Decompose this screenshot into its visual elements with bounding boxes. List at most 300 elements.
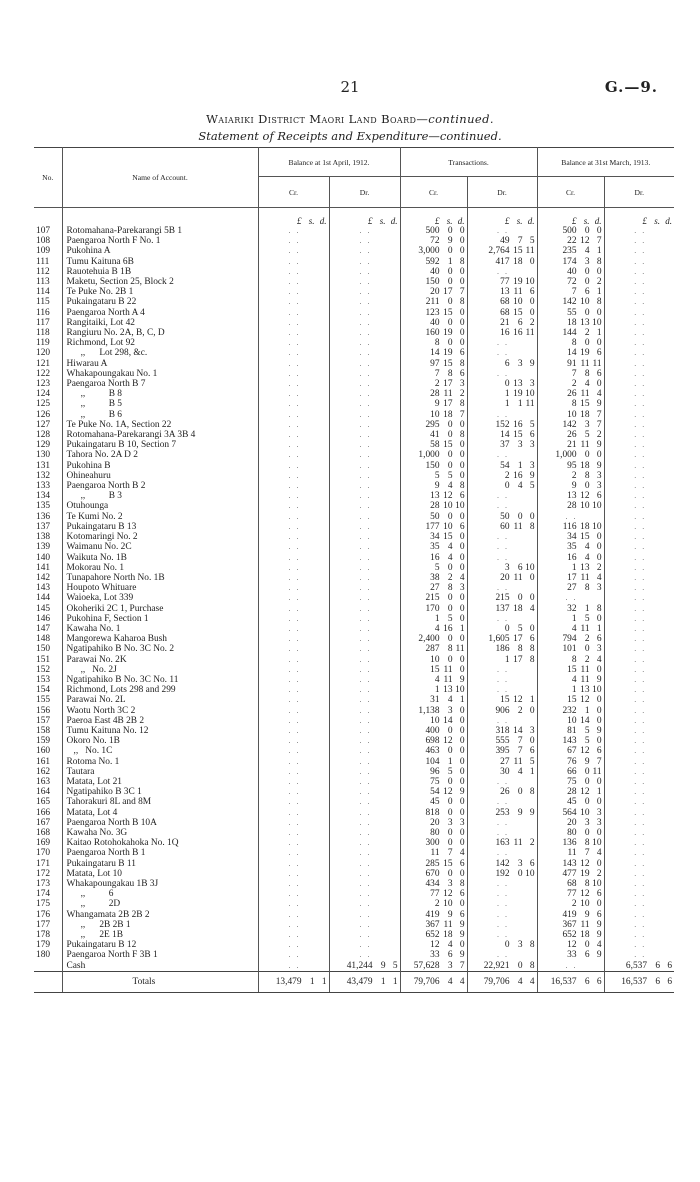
balance-end-cr-pence: 0 <box>596 552 602 563</box>
transactions-dr-pence: 0 <box>529 572 535 583</box>
balance-end-cr <box>537 757 604 767</box>
transactions-cr-shillings: 0 <box>447 593 453 604</box>
transactions-cr-pence: 9 <box>459 930 465 941</box>
balance-end-cr <box>537 359 604 369</box>
balance-end-cr-pounds: 8 <box>571 399 577 410</box>
account-number: 111 <box>36 256 50 267</box>
transactions-dr-shillings: 11 <box>513 287 523 298</box>
account-number: 172 <box>36 868 51 879</box>
balance-end-cr <box>537 899 604 909</box>
transactions-cr-pounds: 8 <box>434 338 440 349</box>
balance-start-cr-empty: . . <box>288 521 301 531</box>
account-number: 161 <box>36 756 51 767</box>
document-ref: G.—9. <box>604 78 658 96</box>
transactions-cr <box>400 767 467 777</box>
transactions-cr <box>400 389 467 399</box>
balance-start-cr-empty: . . <box>288 246 301 256</box>
bal-start-cr-header: Cr. <box>258 177 329 208</box>
balance-start-cr <box>258 665 329 675</box>
balance-start-cr-empty: . . <box>288 695 301 705</box>
transactions-cr-pence: 6 <box>459 889 465 900</box>
balance-end-dr <box>604 920 674 930</box>
transactions-cr-shillings: 15 <box>443 858 453 869</box>
balance-start-dr <box>329 675 400 685</box>
transactions-cr-shillings: 6 <box>447 950 453 961</box>
balance-end-dr-empty: . . <box>634 287 647 297</box>
balance-end-dr <box>604 961 674 972</box>
balance-end-dr <box>604 501 674 511</box>
balance-end-cr-pence: 0 <box>596 827 602 838</box>
table-row <box>34 665 674 675</box>
transactions-cr-pence: 0 <box>459 593 465 604</box>
transactions-dr-pounds: 555 <box>495 736 510 747</box>
table-row <box>34 471 674 481</box>
balance-end-cr <box>537 532 604 542</box>
transactions-cr-shillings: 0 <box>447 838 453 849</box>
balance-end-cr-shillings: 3 <box>584 419 590 430</box>
balance-end-cr-pounds: 8 <box>571 654 577 665</box>
balance-end-cr-pence: 10 <box>592 838 602 849</box>
balance-start-dr-empty: . . <box>359 246 372 256</box>
balance-end-dr <box>604 369 674 379</box>
transactions-cr-pence: 6 <box>459 858 465 869</box>
balance-end-cr-shillings: 3 <box>584 817 590 828</box>
balance-end-dr-empty: . . <box>634 562 647 572</box>
transactions-dr-pence: 10 <box>525 562 535 573</box>
account-name: ,, 2D <box>62 899 258 909</box>
account-name: Paengaroa North B 7 <box>62 379 258 389</box>
account-number: 112 <box>36 266 50 277</box>
balance-start-cr <box>258 318 329 328</box>
balance-end-cr-pence: 6 <box>596 889 602 900</box>
transactions-cr <box>400 450 467 460</box>
balance-start-dr-empty: . . <box>359 389 372 399</box>
table-row <box>34 450 674 460</box>
balance-end-dr-empty: . . <box>634 613 647 623</box>
transactions-dr-pounds: 0 <box>504 379 510 390</box>
account-name: Ngatipahiko B No. 3C No. 2 <box>62 644 258 654</box>
balance-start-cr-empty: . . <box>288 919 301 929</box>
transactions-cr <box>400 746 467 756</box>
transactions-cr-pence: 0 <box>459 562 465 573</box>
balance-start-dr <box>329 716 400 726</box>
balance-end-dr <box>604 593 674 603</box>
balance-end-dr <box>604 532 674 542</box>
balance-start-dr <box>329 491 400 501</box>
account-name: Richmond, Lot 92 <box>62 338 258 348</box>
transactions-cr <box>400 706 467 716</box>
balance-end-dr-empty: . . <box>634 940 647 950</box>
balance-start-cr <box>258 675 329 685</box>
transactions-dr <box>467 644 537 654</box>
transactions-cr-pounds: 170 <box>425 603 440 614</box>
balance-end-cr-pence: 0 <box>596 338 602 349</box>
account-name: Pukohina B <box>62 461 258 471</box>
balance-start-dr-empty: . . <box>359 572 372 582</box>
transactions-cr-shillings: 1 <box>447 256 453 267</box>
transactions-dr-pence: 5 <box>529 236 535 247</box>
totals-balance-end-dr <box>604 971 674 992</box>
table-row <box>34 257 674 267</box>
balance-end-dr-empty: . . <box>634 868 647 878</box>
transactions-dr-pounds: 318 <box>495 725 510 736</box>
account-name: Ngatipahiko B No. 3C No. 11 <box>62 675 258 685</box>
transactions-cr-pence: 3 <box>459 379 465 390</box>
account-name: Pukaingataru B 11 <box>62 859 258 869</box>
transactions-dr <box>467 440 537 450</box>
transactions-cr <box>400 716 467 726</box>
balance-end-dr <box>604 236 674 246</box>
balance-start-cr <box>258 461 329 471</box>
balance-start-dr <box>329 828 400 838</box>
balance-end-dr <box>604 899 674 909</box>
transactions-cr-shillings: 0 <box>447 266 453 277</box>
balance-start-cr-empty: . . <box>288 736 301 746</box>
transactions-dr <box>467 308 537 318</box>
balance-start-dr-empty: . . <box>359 705 372 715</box>
transactions-dr <box>467 665 537 675</box>
balance-end-dr-empty: . . <box>634 277 647 287</box>
balance-start-dr <box>329 328 400 338</box>
balance-end-cr-shillings: 12 <box>580 746 590 757</box>
table-row <box>34 359 674 369</box>
balance-end-cr-pence: 0 <box>596 379 602 390</box>
table-row <box>34 501 674 511</box>
transactions-cr-pounds: 215 <box>425 593 440 604</box>
transactions-dr-pounds: 27 <box>500 756 510 767</box>
balance-end-dr-empty: . . <box>634 695 647 705</box>
balance-start-cr-empty: . . <box>288 705 301 715</box>
account-name: Maketu, Section 25, Block 2 <box>62 277 258 287</box>
balance-end-cr-pounds: 143 <box>562 736 577 747</box>
transactions-dr-empty: . . <box>497 879 510 888</box>
balance-end-cr <box>537 940 604 950</box>
unit-pound: £ <box>297 215 302 226</box>
balance-start-cr <box>258 491 329 501</box>
transactions-dr-pence: 10 <box>525 868 535 879</box>
account-name: Rotomahana-Parekarangi 3A 3B 4 <box>62 430 258 440</box>
account-number: 142 <box>36 572 51 583</box>
transactions-cr <box>400 553 467 563</box>
transactions-cr-shillings: 11 <box>443 389 453 400</box>
transactions-cr-pounds: 367 <box>425 919 440 930</box>
transactions-cr-pence: 0 <box>459 511 465 522</box>
balance-start-cr <box>258 338 329 348</box>
table-row <box>34 410 674 420</box>
balance-end-dr <box>604 450 674 460</box>
balance-end-cr <box>537 644 604 654</box>
transactions-dr-pence: 10 <box>525 389 535 400</box>
transactions-dr <box>467 848 537 858</box>
transactions-cr <box>400 369 467 379</box>
account-number: 164 <box>36 787 51 798</box>
transactions-dr <box>467 695 537 705</box>
balance-end-dr <box>604 685 674 695</box>
balance-start-cr <box>258 899 329 909</box>
transactions-dr-shillings: 19 <box>513 277 523 288</box>
transactions-cr <box>400 655 467 665</box>
transactions-cr-pence: 0 <box>459 725 465 736</box>
balance-end-cr-shillings: 2 <box>584 328 590 339</box>
transactions-dr <box>467 257 537 267</box>
accounts-table <box>34 147 674 993</box>
account-number: 155 <box>36 695 51 706</box>
balance-end-dr <box>604 318 674 328</box>
transactions-dr <box>467 522 537 532</box>
balance-start-cr <box>258 828 329 838</box>
balance-start-cr <box>258 593 329 603</box>
transactions-cr <box>400 940 467 950</box>
totals-balance-start-cr <box>258 971 329 992</box>
balance-start-cr-empty: . . <box>288 603 301 613</box>
balance-end-cr <box>537 481 604 491</box>
balance-end-cr-pence: 2 <box>596 868 602 879</box>
balance-start-dr <box>329 369 400 379</box>
transactions-cr-pence: 6 <box>459 348 465 359</box>
balance-end-cr-pence: 0 <box>596 715 602 726</box>
balance-start-cr <box>258 420 329 430</box>
transactions-dr <box>467 624 537 634</box>
balance-end-dr <box>604 879 674 889</box>
balance-start-cr <box>258 563 329 573</box>
balance-start-cr-empty: . . <box>288 297 301 307</box>
balance-start-dr <box>329 889 400 899</box>
table-row <box>34 246 674 256</box>
transactions-cr-shillings: 3 <box>447 705 453 716</box>
balance-end-dr <box>604 481 674 491</box>
table-row <box>34 420 674 430</box>
transactions-cr-pounds: 28 <box>430 501 440 512</box>
balance-start-cr <box>258 848 329 858</box>
transactions-dr <box>467 920 537 930</box>
balance-start-dr-empty: . . <box>359 266 372 276</box>
transactions-dr-pence: 8 <box>529 521 535 532</box>
transactions-cr-shillings: 11 <box>443 674 453 685</box>
balance-start-cr-empty: . . <box>288 317 301 327</box>
balance-start-dr-empty: . . <box>359 430 372 440</box>
balance-end-cr-pounds: 67 <box>567 746 577 757</box>
balance-end-cr-pounds: 1,000 <box>555 450 577 461</box>
account-name: Matata, Lot 4 <box>62 808 258 818</box>
balance-start-dr-empty: . . <box>359 256 372 266</box>
transactions-cr <box>400 808 467 818</box>
balance-end-dr <box>604 746 674 756</box>
transactions-dr-shillings: 0 <box>517 960 523 971</box>
table-row <box>34 930 674 940</box>
balance-start-dr-empty: . . <box>359 287 372 297</box>
balance-end-dr <box>604 950 674 960</box>
balance-end-cr <box>537 573 604 583</box>
account-number: 136 <box>36 511 51 522</box>
balance-end-dr-empty: . . <box>634 879 647 888</box>
unit-shilling: s. <box>654 215 661 226</box>
transactions-dr <box>467 379 537 389</box>
unit-shilling: s. <box>516 215 523 226</box>
transactions-cr-pence: 0 <box>459 532 465 543</box>
unit-pound: £ <box>642 215 648 226</box>
transactions-cr-pence: 8 <box>459 481 465 492</box>
transactions-cr <box>400 818 467 828</box>
transactions-cr-shillings: 0 <box>447 562 453 573</box>
account-number: 125 <box>36 399 51 410</box>
transactions-cr <box>400 920 467 930</box>
transactions-cr <box>400 461 467 471</box>
transactions-cr-pounds: 45 <box>430 797 440 808</box>
transactions-dr-empty: . . <box>497 450 510 460</box>
table-row <box>34 369 674 379</box>
transactions-cr-pence: 0 <box>459 705 465 716</box>
unit-pence: d. <box>319 215 327 226</box>
balance-start-cr-empty: . . <box>288 889 301 899</box>
totals-transactions-dr-shillings: 4 <box>517 976 523 987</box>
totals-balance-start-dr-pence: 1 <box>392 976 398 987</box>
balance-start-dr-empty: . . <box>359 277 372 287</box>
transactions-dr-shillings: 12 <box>513 695 523 706</box>
balance-end-dr-empty: . . <box>634 807 647 817</box>
balance-start-cr-empty: . . <box>288 501 301 511</box>
transactions-cr-pence: 0 <box>459 807 465 818</box>
transactions-cr-pounds: 15 <box>430 664 440 675</box>
transactions-dr-empty: . . <box>497 889 510 899</box>
balance-end-cr <box>537 318 604 328</box>
transactions-cr-shillings: 0 <box>447 460 453 471</box>
transactions-cr-pence: 2 <box>459 389 465 400</box>
transactions-dr-pounds: 1 <box>504 389 510 400</box>
balance-start-cr <box>258 287 329 297</box>
account-number: 146 <box>36 613 51 624</box>
transactions-cr <box>400 757 467 767</box>
transactions-cr <box>400 348 467 358</box>
balance-start-cr-empty: . . <box>288 481 301 491</box>
transactions-dr <box>467 899 537 909</box>
transactions-cr-pence: 0 <box>459 236 465 247</box>
balance-end-cr-pounds: 4 <box>571 674 577 685</box>
transactions-cr <box>400 634 467 644</box>
balance-end-dr-empty: . . <box>634 776 647 786</box>
totals-balance-end-dr-pence: 6 <box>667 976 673 987</box>
balance-start-cr-empty: . . <box>288 277 301 287</box>
account-number: 151 <box>36 654 51 665</box>
balance-start-dr-empty: . . <box>359 868 372 878</box>
balance-start-dr-empty: . . <box>359 909 372 919</box>
balance-end-dr-empty: . . <box>634 389 647 399</box>
balance-start-cr <box>258 726 329 736</box>
balance-start-cr <box>258 706 329 716</box>
balance-start-cr-empty: . . <box>288 950 301 960</box>
balance-end-cr-shillings: 0 <box>584 797 590 808</box>
balance-end-cr-pounds: 794 <box>562 634 577 645</box>
table-row <box>34 808 674 818</box>
totals-balance-end-dr-shillings: 6 <box>655 976 661 987</box>
transactions-dr-pounds: 1,605 <box>488 634 510 645</box>
balance-end-cr-pounds: 28 <box>567 787 577 798</box>
transactions-cr <box>400 838 467 848</box>
balance-start-cr <box>258 399 329 409</box>
balance-end-dr <box>604 348 674 358</box>
account-name: Waikuta No. 1B <box>62 553 258 563</box>
transactions-cr-pounds: 434 <box>425 879 440 889</box>
transactions-dr-shillings: 15 <box>513 246 523 257</box>
account-number: 127 <box>36 419 51 430</box>
balance-end-cr-pounds: 75 <box>567 776 577 787</box>
balance-end-dr <box>604 420 674 430</box>
balance-start-cr-empty: . . <box>288 899 301 909</box>
transactions-dr-pounds: 215 <box>495 593 510 604</box>
balance-end-cr-shillings: 5 <box>584 725 590 736</box>
balance-start-dr-empty: . . <box>359 236 372 246</box>
transactions-dr-empty: . . <box>497 368 510 378</box>
balance-end-cr-pounds: 7 <box>571 368 577 379</box>
account-name: Waimanu No. 2C <box>62 542 258 552</box>
balance-end-cr-pence: 0 <box>596 797 602 808</box>
transactions-cr-shillings: 18 <box>443 409 453 420</box>
balance-start-cr <box>258 328 329 338</box>
balance-end-dr <box>604 338 674 348</box>
balance-start-cr-empty: . . <box>288 787 301 797</box>
transactions-cr <box>400 512 467 522</box>
balance-start-cr <box>258 736 329 746</box>
transactions-dr-shillings: 3 <box>517 940 523 951</box>
balance-end-cr-shillings: 0 <box>584 266 590 277</box>
transactions-dr <box>467 757 537 767</box>
balance-start-cr-empty: . . <box>288 266 301 276</box>
balance-start-dr-empty: . . <box>359 307 372 317</box>
transactions-cr-shillings: 0 <box>447 746 453 757</box>
balance-start-dr <box>329 787 400 797</box>
balance-start-dr-empty: . . <box>359 481 372 491</box>
transactions-dr-empty: . . <box>497 409 510 419</box>
transactions-dr-pounds: 2 <box>504 470 510 481</box>
balance-end-dr-empty: . . <box>634 266 647 276</box>
transactions-cr-pence: 0 <box>459 766 465 777</box>
balance-end-cr-shillings: 8 <box>584 879 590 889</box>
balance-start-cr <box>258 634 329 644</box>
transactions-cr-shillings: 8 <box>447 368 453 379</box>
transactions-dr-pence: 1 <box>529 766 535 777</box>
transactions-dr-pence: 6 <box>529 746 535 757</box>
transactions-cr-shillings: 5 <box>447 766 453 777</box>
balance-end-cr-pounds: 72 <box>567 277 577 288</box>
balance-end-dr <box>604 736 674 746</box>
balance-end-dr-empty: . . <box>634 236 647 246</box>
transactions-dr-shillings: 11 <box>513 838 523 849</box>
transactions-dr-pence: 5 <box>529 419 535 430</box>
totals-balance-start-cr-pence: 1 <box>321 976 327 987</box>
table-row <box>34 869 674 879</box>
transactions-cr-pence: 7 <box>459 960 465 971</box>
transactions-cr-shillings: 10 <box>443 501 453 512</box>
transactions-cr-shillings: 15 <box>443 307 453 318</box>
balance-start-cr <box>258 297 329 307</box>
transactions-cr-pence: 6 <box>459 521 465 532</box>
balance-end-cr <box>537 675 604 685</box>
transactions-cr <box>400 889 467 899</box>
balance-start-cr-empty: . . <box>288 338 301 348</box>
balance-end-cr <box>537 471 604 481</box>
account-number: 123 <box>36 379 51 390</box>
page-number: 21 <box>340 78 360 96</box>
bal-end-dr-header: Dr. <box>604 177 674 208</box>
balance-end-cr-shillings: 10 <box>580 807 590 818</box>
balance-end-cr-pounds: 26 <box>567 430 577 441</box>
transactions-cr <box>400 604 467 614</box>
balance-end-cr-pence: 0 <box>596 542 602 553</box>
balance-end-cr-pence: 10 <box>592 521 602 532</box>
balance-start-cr <box>258 950 329 960</box>
balance-start-cr <box>258 430 329 440</box>
balance-end-cr-pence: 4 <box>596 654 602 665</box>
balance-end-dr <box>604 787 674 797</box>
